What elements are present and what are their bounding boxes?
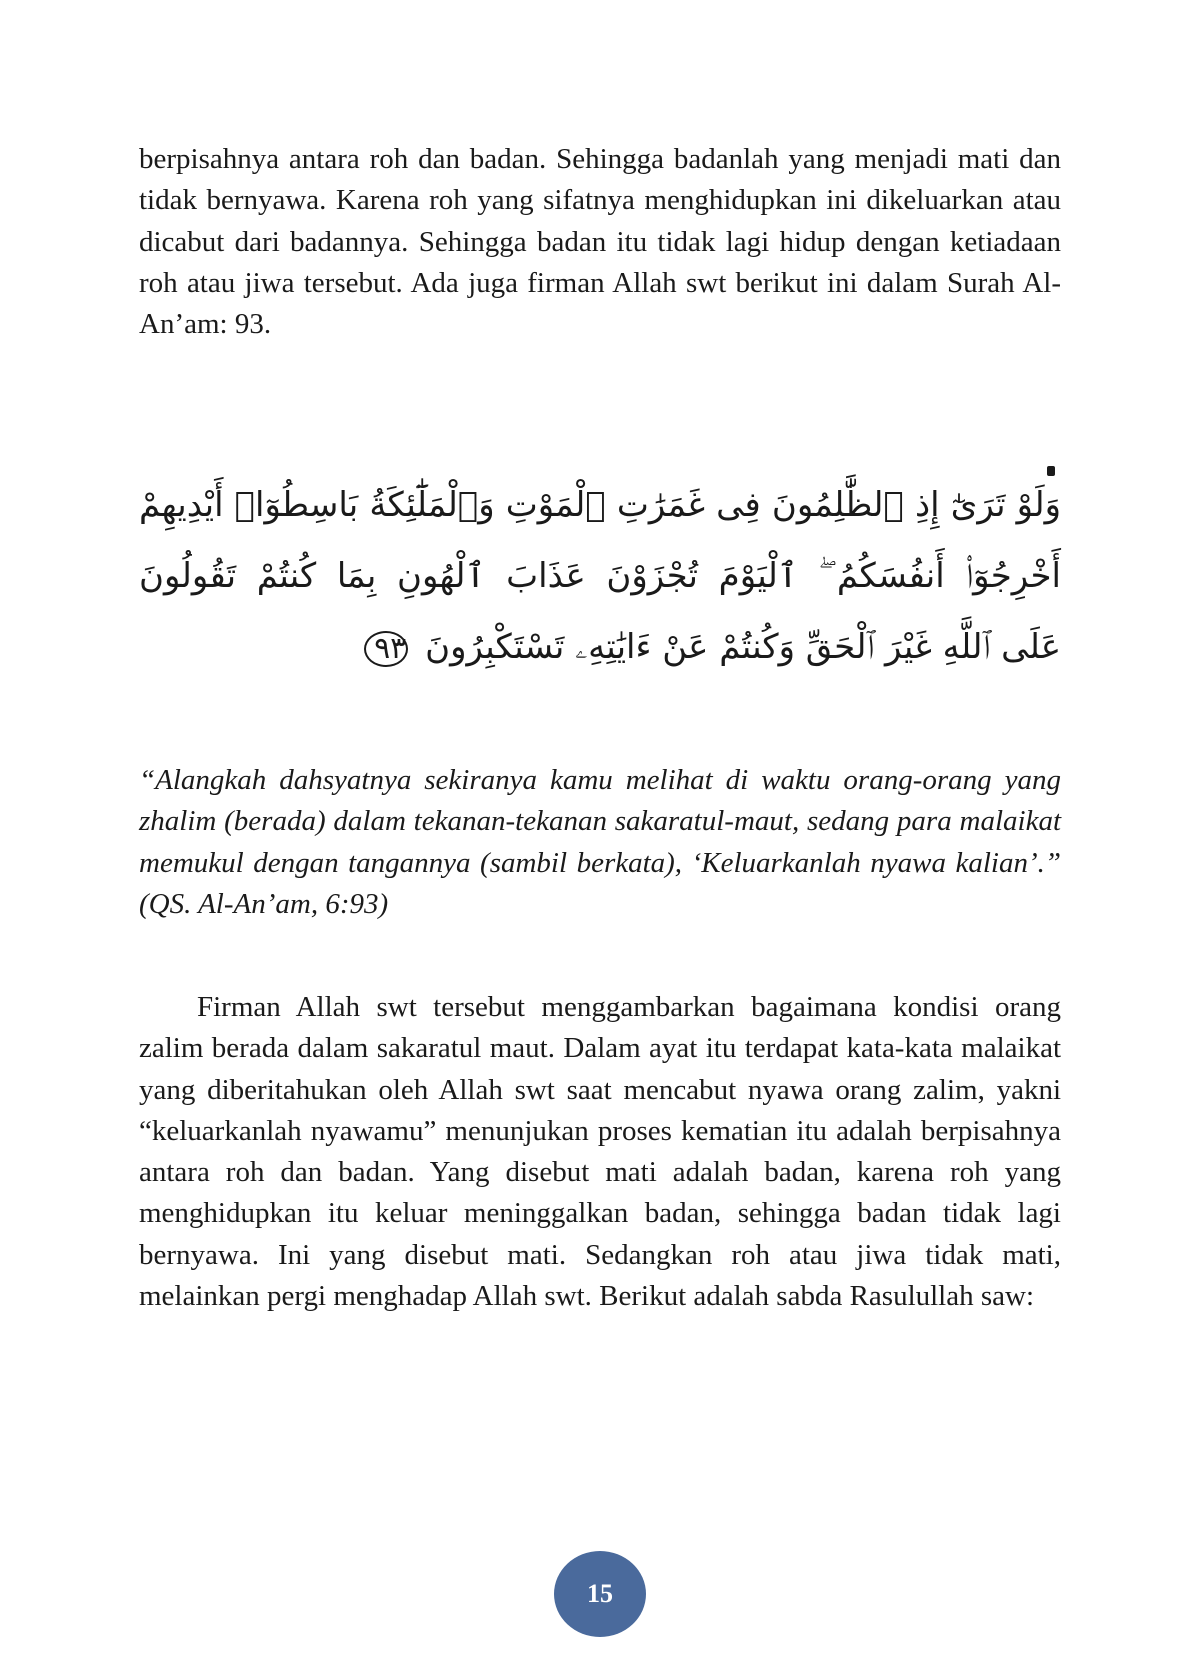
page-number-badge: 15 bbox=[554, 1551, 646, 1637]
quran-verse-arabic bbox=[139, 470, 1061, 683]
verse-number-marker: ٩٣ bbox=[364, 631, 408, 667]
verse-start-mark-icon bbox=[1047, 466, 1055, 476]
body-paragraph-intro: berpisahnya antara roh dan badan. Sehingga badanlah yang menjadi mati dan tidak bernyawa. Karena roh yang sifatnya menghidupkan ini dikeluarkan atau dicabut dari badannya. Sehingga badan itu tidak lagi hidup dengan ketiadaan roh atau jiwa tersebut. Ada juga firman Allah swt berikut ini dalam Surah Al-An’am: 93. bbox=[139, 143, 1061, 341]
arabic-line-3: عَلَى ٱللَّهِ غَيْرَ ٱلْحَقِّ وَكُنتُمْ عَنْ ءَايَٰتِهِۦ تَسْتَكْبِرُونَ bbox=[425, 627, 1061, 667]
arabic-line-2: أَخْرِجُوٓا۟ أَنفُسَكُمُ ۖ ٱلْيَوْمَ تُجْزَوْنَ عَذَابَ ٱلْهُونِ بِمَا كُنتُمْ تَقُولُونَ bbox=[139, 556, 1061, 596]
arabic-line-1: وَلَوْ تَرَىٰٓ إِذِ ٱلظَّٰلِمُونَ فِى غَمَرَٰتِ ٱلْمَوْتِ وَٱلْمَلَٰٓئِكَةُ بَاسِطُوٓا۟ أَيْدِيهِمْ bbox=[139, 485, 1061, 525]
body-paragraph-explanation: Firman Allah swt tersebut menggambarkan bagaimana kondisi orang zalim berada dalam sakaratul maut. Dalam ayat itu terdapat kata-kata malaikat yang diberitahukan oleh Allah swt saat mencabut nyawa orang zalim, yakni “keluarkanlah nyawamu” menunjukan proses kematian itu adalah berpisahnya antara roh dan badan. Yang disebut mati adalah badan, karena roh yang menghidupkan itu keluar meninggalkan badan, sehingga badan tidak lagi bernyawa. Ini yang disebut mati. Sedangkan roh atau jiwa tidak mati, melainkan pergi menghadap Allah swt. Berikut adalah sabda Rasulullah saw: bbox=[139, 991, 1061, 1313]
arabic-line-3-wrapper bbox=[139, 612, 1061, 683]
verse-translation: “Alangkah dahsyatnya sekiranya kamu melihat di waktu orang-orang yang zhalim (berada) dalam tekanan-tekanan sakaratul-maut, sedang para malaikat memukul dengan tangannya (sambil berkata), ‘Keluarkanlah nyawa kalian’.” (QS. Al-An’am, 6:93) bbox=[139, 764, 1061, 920]
